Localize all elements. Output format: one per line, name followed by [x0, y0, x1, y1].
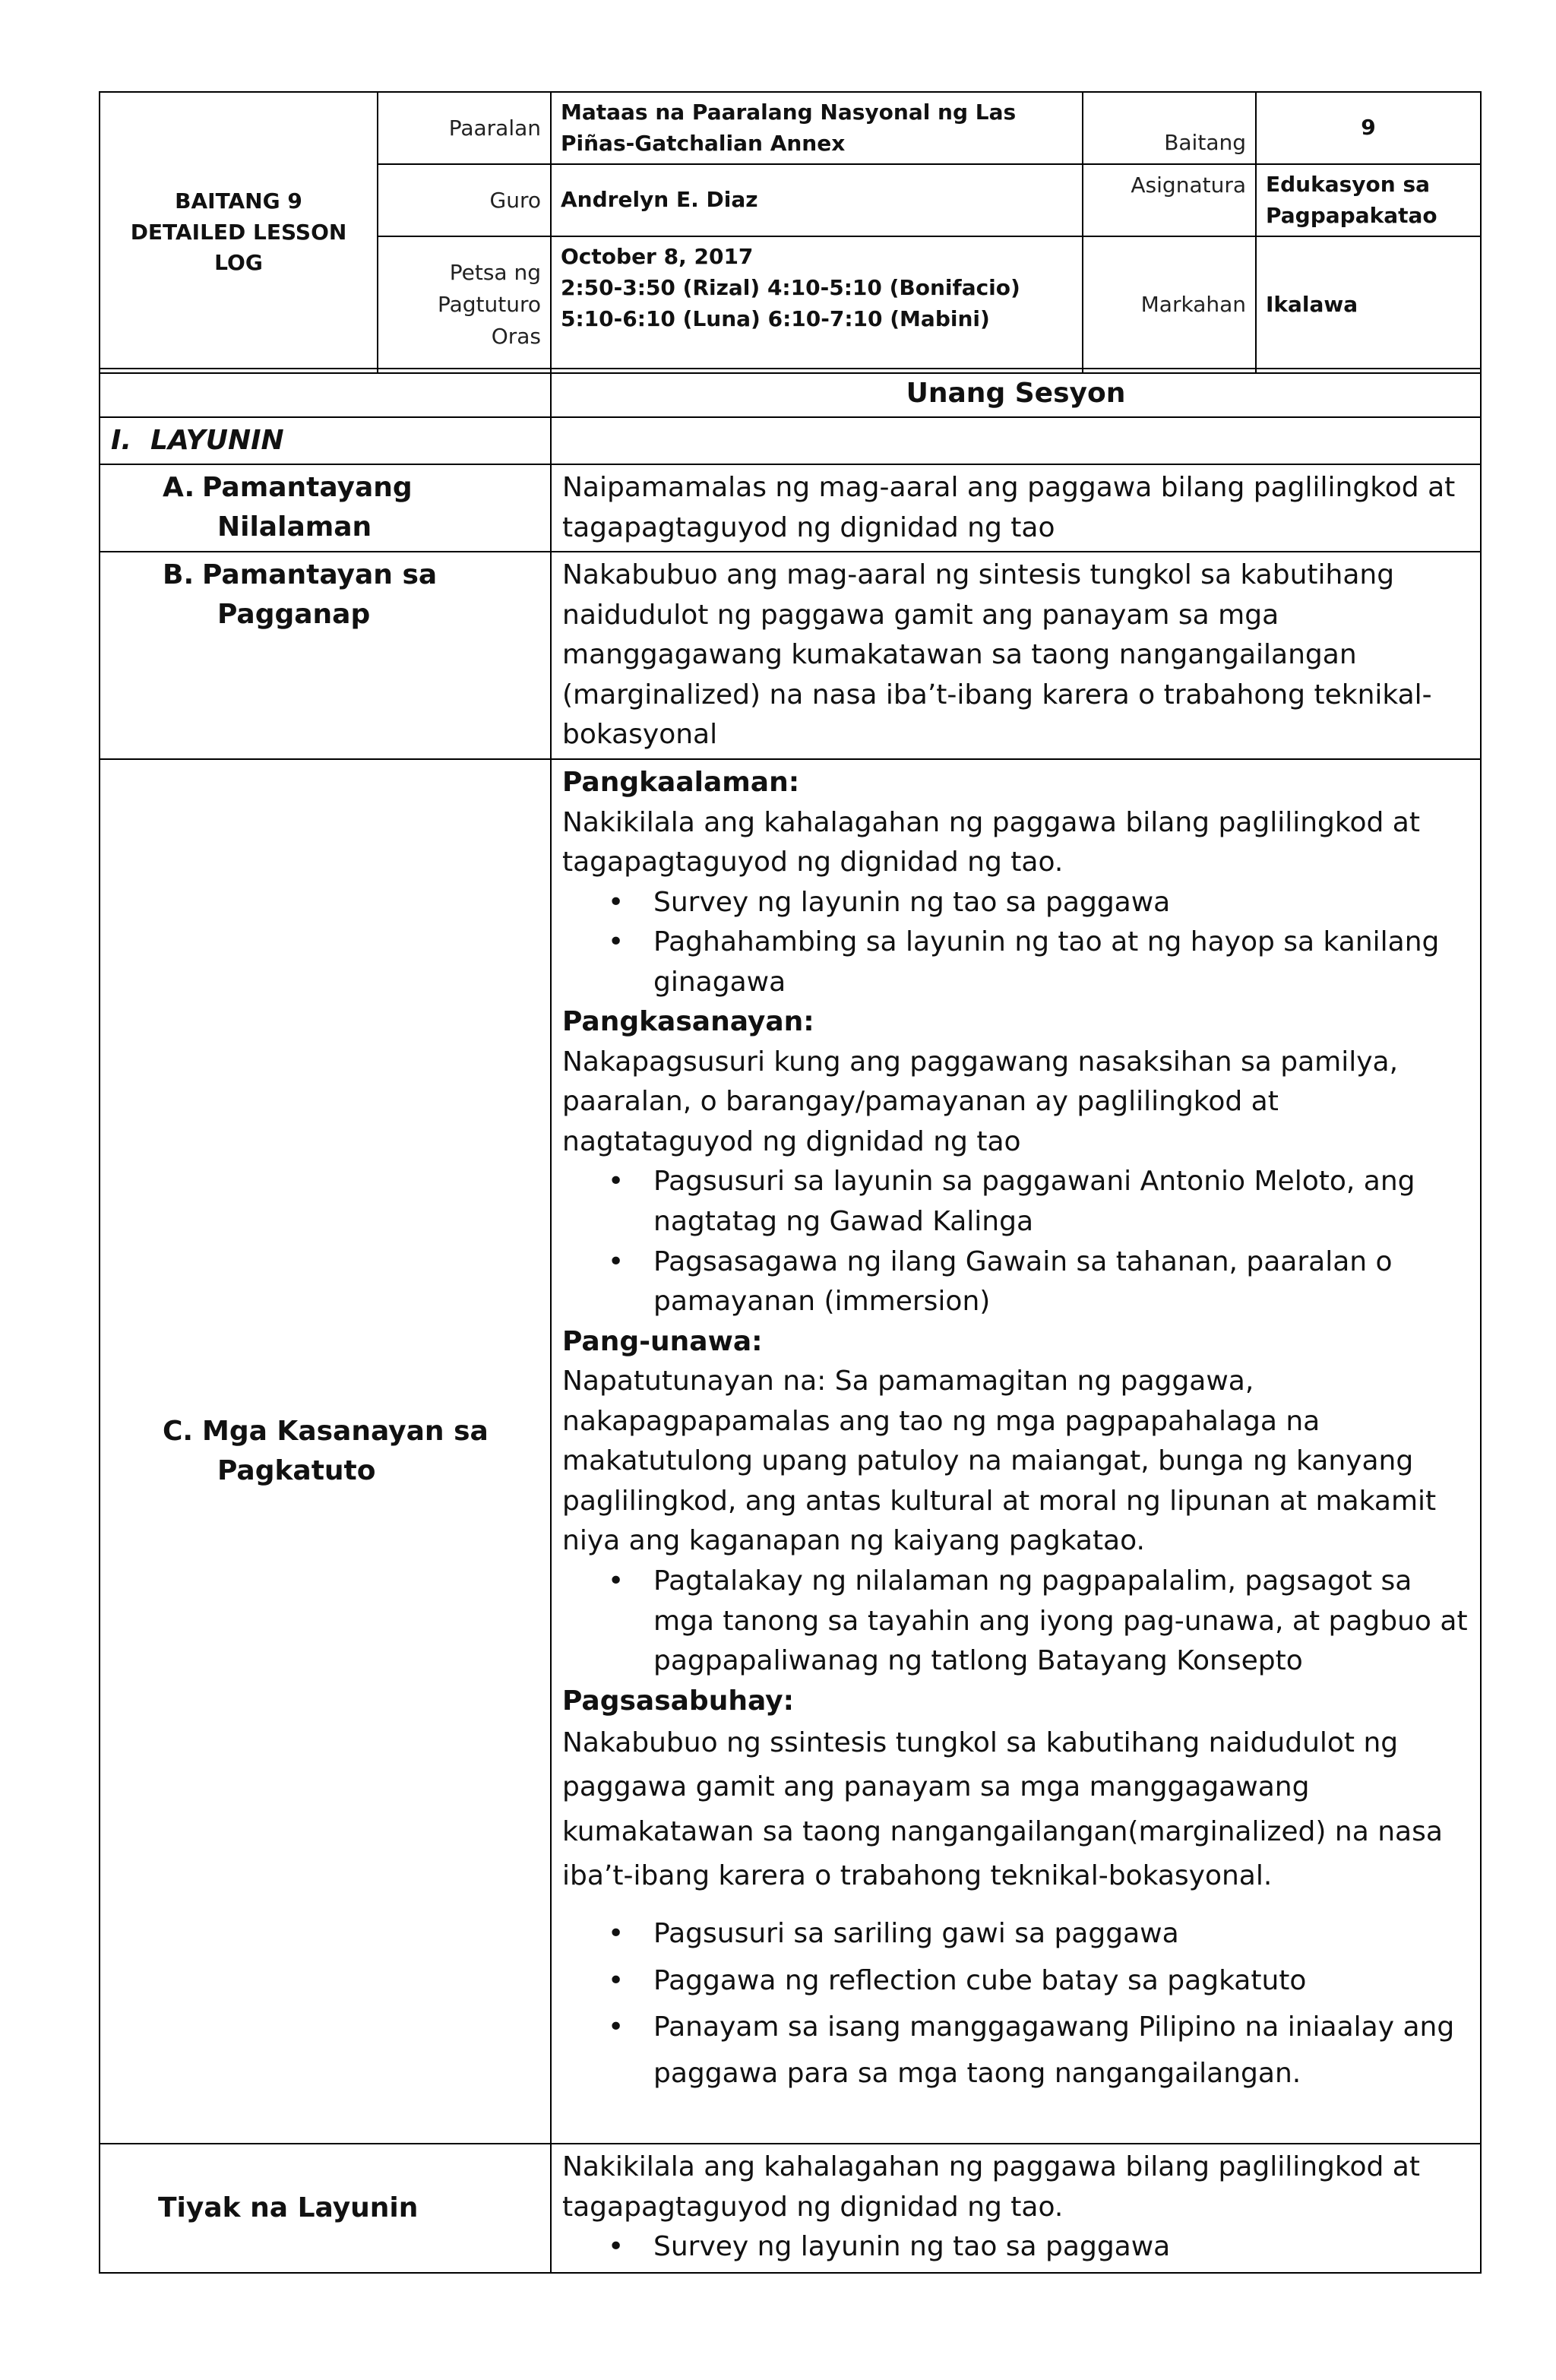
section-heading: I. LAYUNIN	[100, 417, 551, 464]
session-title: Unang Sesyon	[551, 369, 1481, 417]
dll-title: BAITANG 9 DETAILED LESSON LOG	[100, 92, 378, 373]
baitang-label: Baitang	[1083, 92, 1256, 164]
pamantayan-pagganap-text: Nakabubuo ang mag-aaral ng sintesis tungkol sa kabutihang naidudulot ng paggawa gamit ang panayam sa mga manggagawang kumakatawan sa taong nangangailangan (marginalized) na nasa iba’t-ibang karera o trabahong teknikal-bokasyonal	[551, 552, 1481, 759]
pagsasabuhay-list	[562, 1910, 1469, 2097]
pangunawa-list	[562, 1562, 1469, 1682]
pamantayang-nilalaman-label: A. Pamantayang Nilalaman	[100, 464, 551, 552]
list-item: • Pagsusuri sa sariling gawi sa paggawa	[653, 1910, 1469, 1957]
pangunawa-text: Napatutunayan na: Sa pamamagitan ng paggawa, nakapagpapamalas ang tao ng mga pagpapahalaga na makatutulong upang patuloy na maiangat, bunga ng kanyang paglilingkod, ang antas kultural at moral ng lipunan at makamit niya ang kaganapan ng kaiyang pagkatao.	[562, 1366, 1437, 1557]
section-blank-cell	[551, 417, 1481, 464]
list-item: • Pagsusuri sa layunin sa paggawani Antonio Meloto, ang nagtatag ng Gawad Kalinga	[653, 1162, 1469, 1242]
pagsasabuhay-text: Nakabubuo ng ssintesis tungkol sa kabutihang naidudulot ng paggawa gamit ang panayam sa mga manggagawang kumakatawan sa taong nangangailangan(marginalized) na nasa iba’t-ibang karera o trabahong teknikal-bokasyonal.	[562, 1727, 1443, 1892]
markahan-label: Markahan	[1083, 236, 1256, 373]
baitang-value: 9	[1256, 92, 1481, 164]
pangkaalaman-heading: Pangkaalaman:	[562, 767, 800, 799]
asignatura-label: Asignatura	[1083, 164, 1256, 236]
header-table	[99, 91, 1482, 374]
pangkaalaman-list	[562, 883, 1469, 1003]
kasanayan-label: C. Mga Kasanayan sa Pagkatuto	[100, 759, 551, 2144]
petsa-value: October 8, 2017 2:50-3:50 (Rizal) 4:10-5:10 (Bonifacio) 5:10-6:10 (Luna) 6:10-7:10 (Mabini)	[551, 236, 1083, 373]
tiyak-label: Tiyak na Layunin	[100, 2144, 551, 2273]
list-item: • Pagtalakay ng nilalaman ng pagpapalalim, pagsagot sa mga tanong sa tayahin ang iyong pag-unawa, at pagbuo at pagpapaliwanag ng tatlong Batayang Konsepto	[653, 1562, 1469, 1682]
pamantayang-nilalaman-text: Naipamamalas ng mag-aaral ang paggawa bilang paglilingkod at tagapagtaguyod ng dignidad ng tao	[551, 464, 1481, 552]
list-item: • Paggawa ng reflection cube batay sa pagkatuto	[653, 1957, 1469, 2004]
pangkasanayan-list	[562, 1162, 1469, 1321]
kasanayan-content	[551, 759, 1481, 2144]
list-item: • Survey ng layunin ng tao sa paggawa	[653, 2227, 1469, 2268]
pagsasabuhay-heading: Pagsasabuhay:	[562, 1685, 794, 1717]
pangkasanayan-text: Nakapagsusuri kung ang paggawang nasaksihan sa pamilya, paaralan, o barangay/pamayanan ay paglilingkod at nagtataguyod ng dignidad ng tao	[562, 1046, 1399, 1157]
guro-label: Guro	[378, 164, 551, 236]
markahan-value: Ikalawa	[1256, 236, 1481, 373]
list-item: • Survey ng layunin ng tao sa paggawa	[653, 883, 1469, 923]
tiyak-content	[551, 2144, 1481, 2273]
pangkaalaman-text: Nakikilala ang kahalagahan ng paggawa bilang paglilingkod at tagapagtaguyod ng dignidad ng tao.	[562, 806, 1420, 878]
list-item: • Paghahambing sa layunin ng tao at ng hayop sa kanilang ginagawa	[653, 923, 1469, 1002]
tiyak-list	[562, 2227, 1469, 2268]
paaralan-label: Paaralan	[378, 92, 551, 164]
guro-value: Andrelyn E. Diaz	[551, 164, 1083, 236]
petsa-label: Petsa ng Pagtuturo Oras	[378, 236, 551, 373]
blank-cell	[100, 369, 551, 417]
list-item: • Panayam sa isang manggagawang Pilipino na iniaalay ang paggawa para sa mga taong nangangailangan.	[653, 2004, 1469, 2097]
asignatura-value: Edukasyon sa Pagpapakatao	[1256, 164, 1481, 236]
pangkasanayan-heading: Pangkasanayan:	[562, 1006, 814, 1038]
paaralan-value: Mataas na Paaralang Nasyonal ng Las Piñas-Gatchalian Annex	[551, 92, 1083, 164]
pangunawa-heading: Pang-unawa:	[562, 1325, 763, 1357]
list-item: • Pagsasagawa ng ilang Gawain sa tahanan, paaralan o pamayanan (immersion)	[653, 1242, 1469, 1322]
pamantayan-pagganap-label: B. Pamantayan sa Pagganap	[100, 552, 551, 759]
lesson-table	[99, 368, 1482, 2274]
tiyak-text: Nakikilala ang kahalagahan ng paggawa bilang paglilingkod at tagapagtaguyod ng dignidad ng tao.	[562, 2151, 1420, 2223]
